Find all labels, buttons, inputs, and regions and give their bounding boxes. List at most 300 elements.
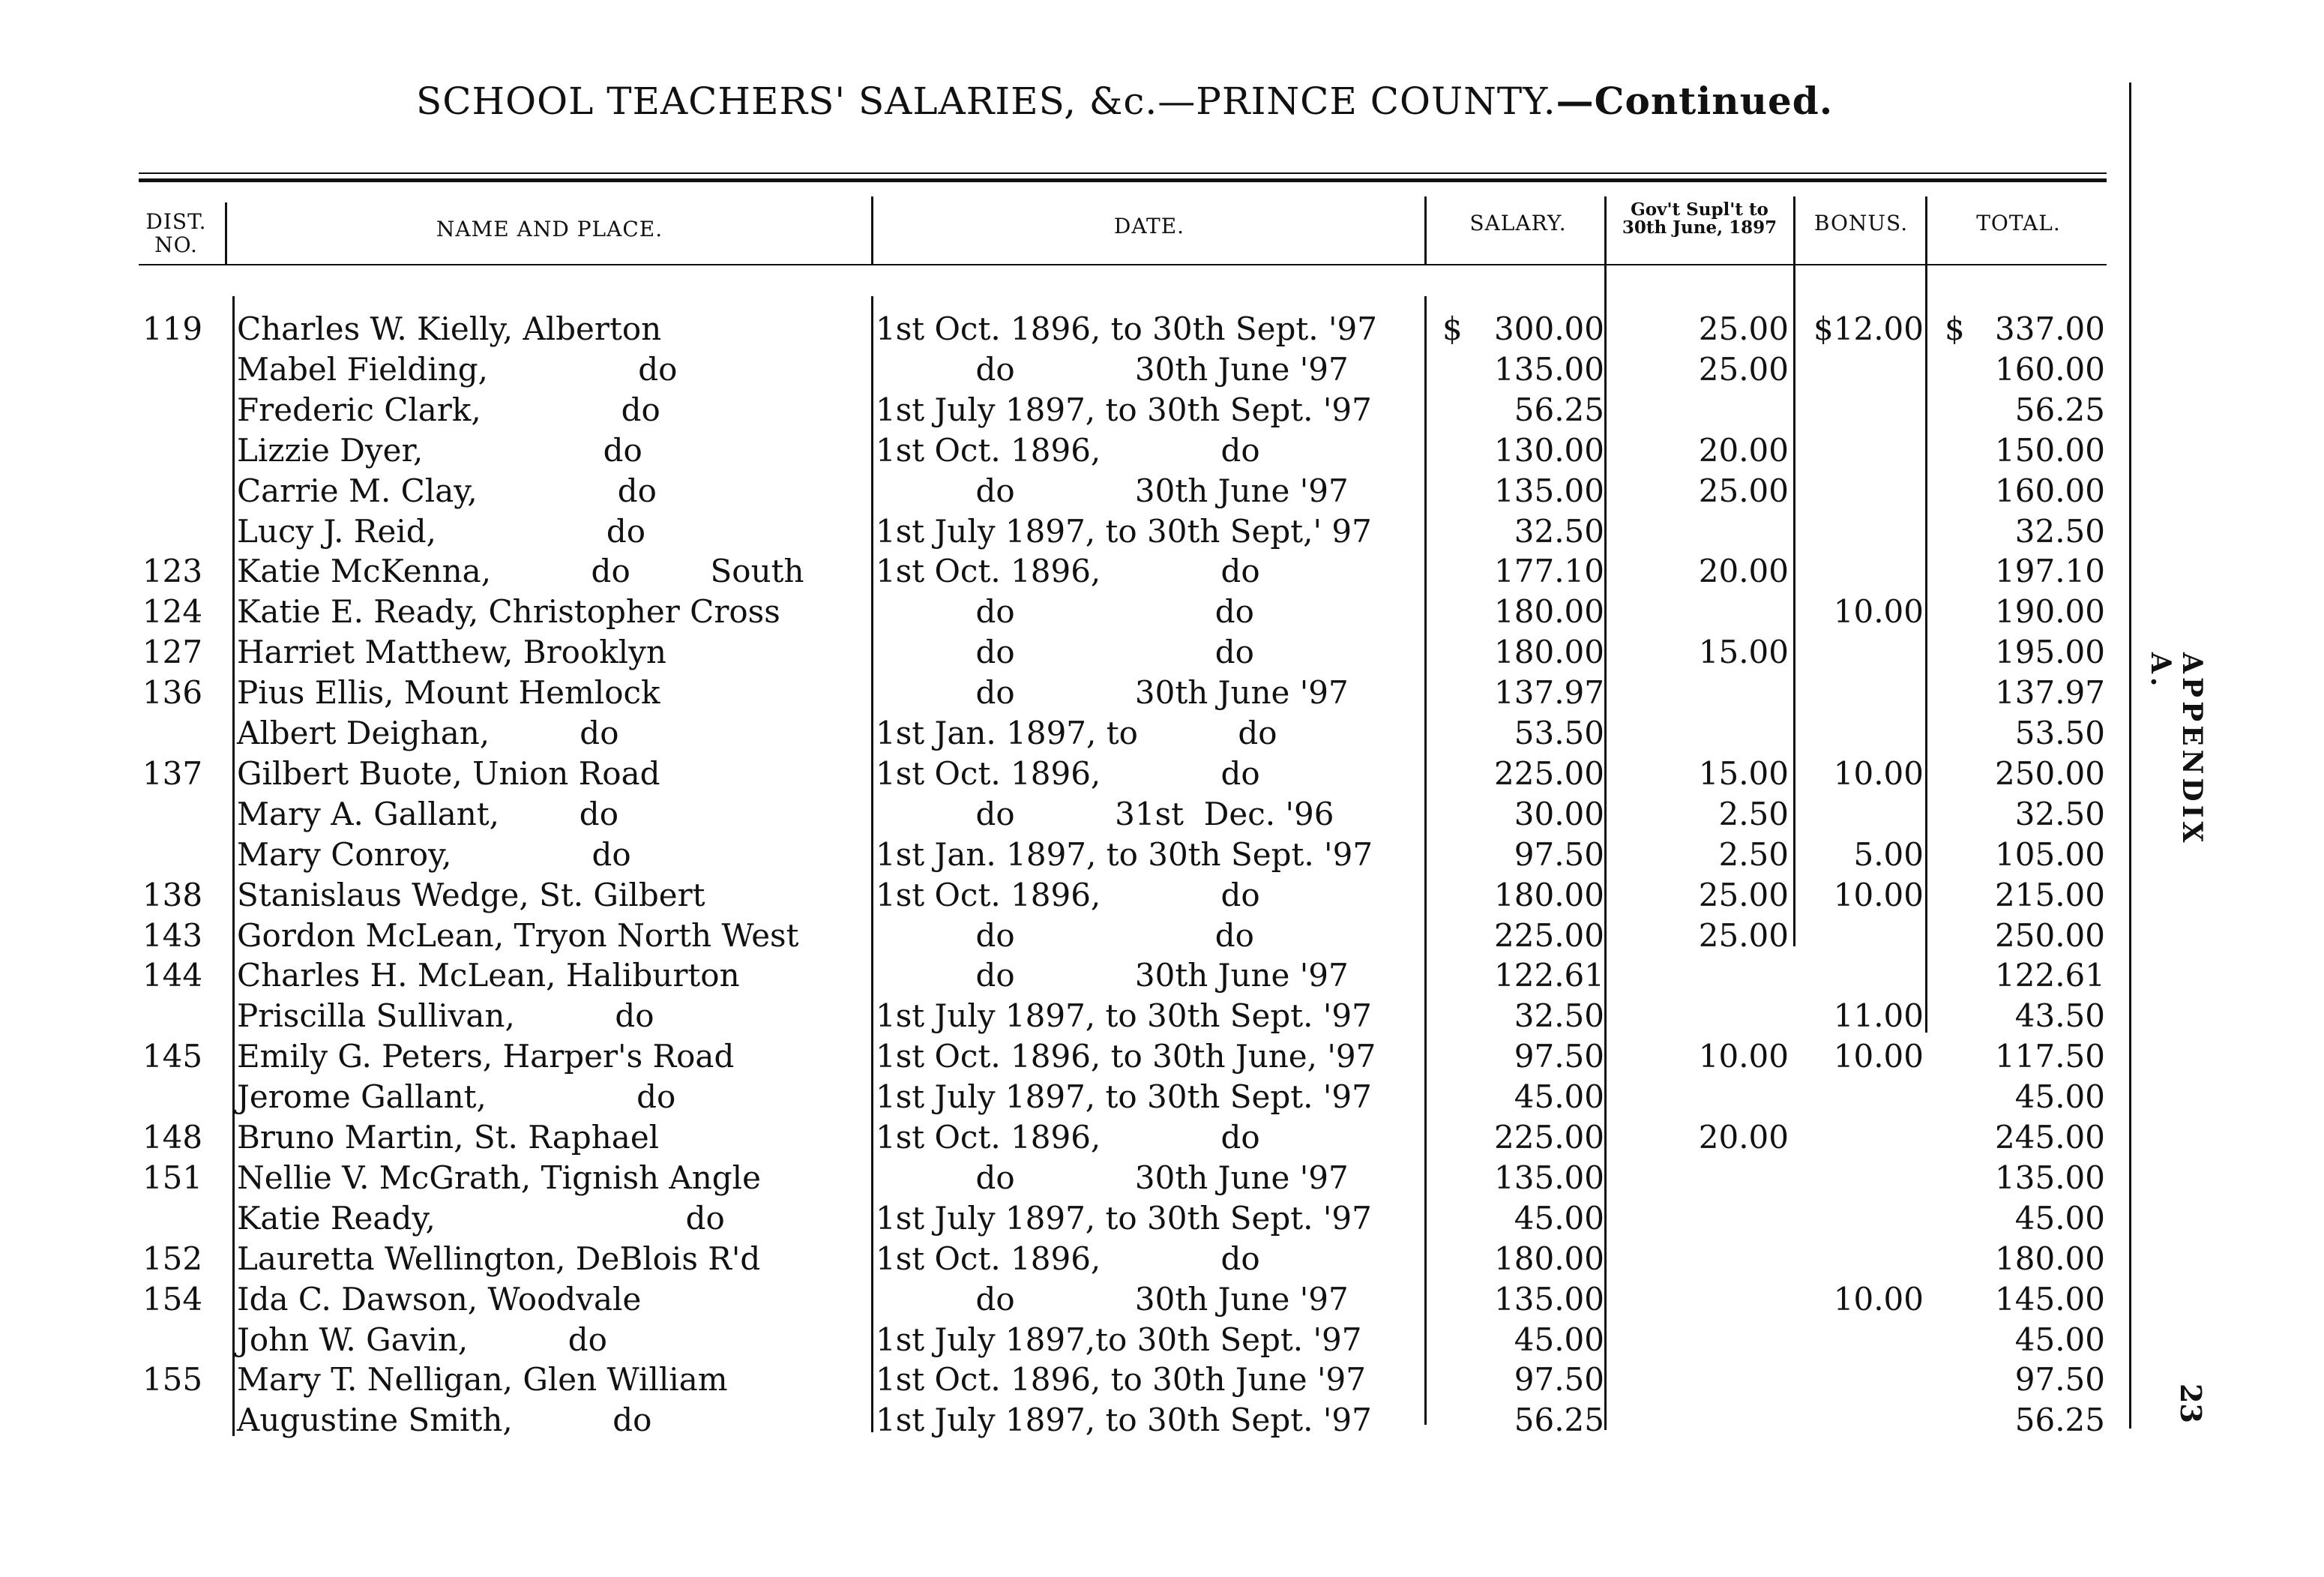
total-value: 197.10 (1995, 553, 2105, 590)
cell-date (876, 1077, 1423, 1117)
total-value: 53.50 (2014, 715, 2105, 751)
cell-salary (1432, 551, 1604, 592)
dist-value: 127 (142, 634, 203, 671)
gov-value: 10.00 (1698, 1038, 1789, 1075)
dist-value: 145 (142, 1038, 203, 1075)
top-rule-thick (139, 178, 2107, 182)
name-value: Carrie M. Clay, do (237, 472, 657, 509)
cell-salary (1432, 996, 1604, 1036)
table-row (0, 430, 2159, 471)
cell-total (1934, 1239, 2105, 1279)
cell-total (1934, 349, 2105, 390)
cell-date (876, 1158, 1423, 1198)
top-rule-thin (139, 172, 2107, 174)
name-value: Emily G. Peters, Harper's Road (237, 1038, 735, 1075)
name-value: Pius Ellis, Mount Hemlock (237, 674, 660, 712)
salary-value: 97.50 (1514, 1038, 1604, 1075)
cell-dist (127, 1360, 217, 1400)
table-row (0, 875, 2159, 916)
total-value: 45.00 (2014, 1199, 2105, 1237)
cell-name (237, 1036, 862, 1077)
date-value: 1st July 1897, to 30th Sept,' 97 (876, 512, 1372, 550)
cell-total (1934, 1279, 2105, 1320)
cell-dist (127, 592, 217, 632)
name-value: Lucy J. Reid, do (237, 512, 646, 550)
cell-dist (127, 309, 217, 349)
cell-date (876, 430, 1423, 471)
table-row (0, 1400, 2159, 1441)
cell-name (237, 754, 862, 794)
dist-value: 138 (142, 876, 203, 913)
title-main: SCHOOL TEACHERS' SALARIES, &c.—PRINCE COUNTY. (416, 79, 1556, 123)
name-value: Katie McKenna, do South (237, 553, 804, 590)
cell-date (876, 1279, 1423, 1320)
cell-bonus (1799, 875, 1924, 916)
cell-date (876, 390, 1423, 430)
cell-dist (127, 551, 217, 592)
cell-total (1934, 713, 2105, 754)
bonus-value: 10.00 (1833, 754, 1924, 792)
total-value: 245.00 (1995, 1119, 2105, 1156)
cell-name (237, 794, 862, 835)
header-name: NAME AND PLACE. (436, 217, 663, 241)
salary-value: 56.25 (1514, 1402, 1604, 1439)
total-value: 105.00 (1995, 835, 2105, 873)
cell-name (237, 1360, 862, 1400)
cell-gov (1612, 632, 1789, 673)
total-value: 160.00 (1995, 350, 2105, 388)
bonus-value: 10.00 (1833, 593, 1924, 631)
total-value: 137.97 (1995, 674, 2105, 712)
cell-salary (1432, 1117, 1604, 1158)
header-gov-line1: Gov't Supl't to (1631, 199, 1768, 220)
date-value: 1st July 1897, to 30th Sept. '97 (876, 1078, 1372, 1116)
salary-value: 135.00 (1494, 350, 1604, 388)
cell-gov (1612, 1036, 1789, 1077)
salary-value: 180.00 (1494, 634, 1604, 671)
date-value: do 31st Dec. '96 (876, 795, 1334, 832)
page-number: 23 (2174, 1384, 2208, 1423)
cell-gov (1612, 551, 1789, 592)
cell-bonus (1799, 1036, 1924, 1077)
cell-name (237, 916, 862, 956)
table-row (0, 835, 2159, 875)
cell-name (237, 996, 862, 1036)
gov-value: 2.50 (1718, 795, 1789, 832)
title-continued: —Continued. (1556, 79, 1834, 123)
cell-total (1934, 632, 2105, 673)
cell-salary (1432, 632, 1604, 673)
cell-dist (127, 1239, 217, 1279)
cell-dist (127, 916, 217, 956)
date-value: do 30th June '97 (876, 957, 1349, 994)
table-row (0, 349, 2159, 390)
date-value: do 30th June '97 (876, 674, 1349, 712)
total-value: 45.00 (2014, 1078, 2105, 1116)
cell-date (876, 592, 1423, 632)
cell-gov (1612, 1117, 1789, 1158)
cell-date (876, 916, 1423, 956)
cell-salary (1432, 1320, 1604, 1360)
cell-date (876, 794, 1423, 835)
date-value: 1st Oct. 1896, do (876, 431, 1260, 469)
cell-name (237, 1320, 862, 1360)
cell-date (876, 511, 1423, 552)
table-row (0, 1036, 2159, 1077)
salary-value: 180.00 (1494, 1240, 1604, 1277)
table-row (0, 1158, 2159, 1198)
cell-salary (1432, 430, 1604, 471)
cell-total (1934, 1036, 2105, 1077)
total-value: 135.00 (1995, 1159, 2105, 1196)
cell-date (876, 1320, 1423, 1360)
cell-total (1934, 309, 2105, 349)
date-value: 1st July 1897,to 30th Sept. '97 (876, 1321, 1362, 1358)
salary-value: 97.50 (1514, 835, 1604, 873)
name-value: Priscilla Sullivan, do (237, 997, 654, 1035)
total-value: 180.00 (1995, 1240, 2105, 1277)
cell-date (876, 471, 1423, 511)
cell-name (237, 955, 862, 996)
name-value: Augustine Smith, do (237, 1402, 652, 1439)
cell-total (1934, 511, 2105, 552)
cell-date (876, 1360, 1423, 1400)
cell-total (1934, 955, 2105, 996)
salary-value: 300.00 (1494, 310, 1604, 347)
name-value: Gilbert Buote, Union Road (237, 754, 660, 792)
total-value: 122.61 (1995, 957, 2105, 994)
header-total: TOTAL. (1976, 211, 2061, 235)
cell-gov (1612, 875, 1789, 916)
cell-date (876, 1239, 1423, 1279)
cell-date (876, 309, 1423, 349)
cell-total (1934, 1360, 2105, 1400)
cell-salary (1432, 713, 1604, 754)
salary-value: 135.00 (1494, 1159, 1604, 1196)
cell-gov (1612, 916, 1789, 956)
cell-name (237, 1279, 862, 1320)
cell-salary (1432, 754, 1604, 794)
name-value: Mabel Fielding, do (237, 350, 678, 388)
total-value: 150.00 (1995, 431, 2105, 469)
cell-name (237, 673, 862, 713)
cell-dist (127, 754, 217, 794)
cell-salary (1432, 916, 1604, 956)
cell-name (237, 349, 862, 390)
cell-date (876, 349, 1423, 390)
name-value: Katie E. Ready, Christopher Cross (237, 593, 780, 631)
gov-value: 20.00 (1698, 553, 1789, 590)
total-value: 145.00 (1995, 1280, 2105, 1318)
date-value: do 30th June '97 (876, 472, 1349, 509)
cell-dist (127, 955, 217, 996)
cell-salary (1432, 471, 1604, 511)
bonus-value: 5.00 (1853, 835, 1924, 873)
table-row (0, 390, 2159, 430)
table-row (0, 754, 2159, 794)
cell-total (1934, 673, 2105, 713)
cell-name (237, 1239, 862, 1279)
cell-name (237, 1400, 862, 1441)
dist-value: 143 (142, 916, 203, 954)
table-row (0, 551, 2159, 592)
date-value: do 30th June '97 (876, 350, 1349, 388)
cell-date (876, 955, 1423, 996)
salary-value: 45.00 (1514, 1321, 1604, 1358)
total-value: 190.00 (1995, 593, 2105, 631)
total-value: 97.50 (2014, 1361, 2105, 1399)
cell-name (237, 875, 862, 916)
table-row (0, 1077, 2159, 1117)
salary-value: 56.25 (1514, 391, 1604, 428)
cell-name (237, 511, 862, 552)
cell-name (237, 471, 862, 511)
date-value: 1st July 1897, to 30th Sept. '97 (876, 391, 1372, 428)
cell-name (237, 390, 862, 430)
cell-gov (1612, 794, 1789, 835)
cell-name (237, 1158, 862, 1198)
cell-total (1934, 551, 2105, 592)
total-value: 56.25 (2014, 1402, 2105, 1439)
table-row (0, 632, 2159, 673)
dist-value: 154 (142, 1280, 203, 1318)
table-row (0, 1320, 2159, 1360)
header-dist-line2: NO. (154, 232, 198, 257)
date-value: do do (876, 634, 1254, 671)
cell-total (1934, 996, 2105, 1036)
cell-salary (1432, 1077, 1604, 1117)
gov-value: 20.00 (1698, 431, 1789, 469)
name-value: Mary Conroy, do (237, 835, 631, 873)
cell-salary (1432, 511, 1604, 552)
cell-date (876, 1198, 1423, 1239)
header-date: DATE. (1113, 214, 1185, 238)
dist-value: 148 (142, 1119, 203, 1156)
cell-date (876, 1117, 1423, 1158)
cell-bonus (1799, 309, 1924, 349)
name-value: Gordon McLean, Tryon North West (237, 916, 799, 954)
date-value: 1st July 1897, to 30th Sept. '97 (876, 1199, 1372, 1237)
cell-name (237, 551, 862, 592)
salary-value: 32.50 (1514, 997, 1604, 1035)
total-dollar-sign: $ (1945, 310, 1965, 347)
cell-name (237, 1077, 862, 1117)
cell-date (876, 996, 1423, 1036)
dist-value: 136 (142, 674, 203, 712)
date-value: do 30th June '97 (876, 1159, 1349, 1196)
cell-salary (1432, 794, 1604, 835)
gov-value: 15.00 (1698, 754, 1789, 792)
salary-value: 137.97 (1494, 674, 1604, 712)
salary-value: 32.50 (1514, 512, 1604, 550)
cell-date (876, 673, 1423, 713)
cell-total (1934, 1198, 2105, 1239)
salary-value: 225.00 (1494, 916, 1604, 954)
salary-dollar-sign: $ (1442, 310, 1463, 347)
table-row (0, 955, 2159, 996)
dist-value: 123 (142, 553, 203, 590)
cell-salary (1432, 349, 1604, 390)
cell-date (876, 632, 1423, 673)
gov-value: 20.00 (1698, 1119, 1789, 1156)
total-value: 117.50 (1995, 1038, 2105, 1075)
cell-name (237, 835, 862, 875)
salary-value: 30.00 (1514, 795, 1604, 832)
cell-date (876, 1036, 1423, 1077)
date-value: 1st Oct. 1896, to 30th Sept. '97 (876, 310, 1377, 347)
name-value: Lauretta Wellington, DeBlois R'd (237, 1240, 761, 1277)
cell-dist (127, 1279, 217, 1320)
page-title (416, 79, 1833, 123)
cell-salary (1432, 309, 1604, 349)
bonus-value: 10.00 (1833, 1280, 1924, 1318)
cell-bonus (1799, 835, 1924, 875)
table-row (0, 1239, 2159, 1279)
date-value: 1st Oct. 1896, do (876, 1119, 1260, 1156)
gov-value: 25.00 (1698, 310, 1789, 347)
date-value: 1st Oct. 1896, to 30th June, '97 (876, 1038, 1376, 1075)
total-value: 32.50 (2014, 795, 2105, 832)
date-value: do do (876, 916, 1254, 954)
date-value: 1st Oct. 1896, do (876, 553, 1260, 590)
col-rule-2 (871, 196, 873, 264)
salary-value: 53.50 (1514, 715, 1604, 751)
total-value: 250.00 (1995, 916, 2105, 954)
salary-value: 45.00 (1514, 1199, 1604, 1237)
dist-value: 144 (142, 957, 203, 994)
header-bonus: BONUS. (1813, 211, 1909, 235)
cell-salary (1432, 1400, 1604, 1441)
table-row (0, 1117, 2159, 1158)
date-value: 1st Oct. 1896, do (876, 754, 1260, 792)
cell-dist (127, 673, 217, 713)
cell-salary (1432, 1198, 1604, 1239)
bonus-value: 10.00 (1833, 1038, 1924, 1075)
cell-gov (1612, 835, 1789, 875)
header-dist-line1: DIST. (145, 209, 207, 234)
gov-value: 25.00 (1698, 876, 1789, 913)
cell-salary (1432, 1239, 1604, 1279)
cell-salary (1432, 1279, 1604, 1320)
table-row (0, 916, 2159, 956)
salary-value: 225.00 (1494, 1119, 1604, 1156)
dist-value: 152 (142, 1240, 203, 1277)
name-value: Frederic Clark, do (237, 391, 660, 428)
date-value: 1st Oct. 1896, do (876, 1240, 1260, 1277)
cell-total (1934, 390, 2105, 430)
table-row (0, 309, 2159, 349)
cell-date (876, 551, 1423, 592)
cell-bonus (1799, 1279, 1924, 1320)
table-row (0, 511, 2159, 552)
cell-salary (1432, 875, 1604, 916)
cell-salary (1432, 1036, 1604, 1077)
date-value: 1st Oct. 1896, do (876, 876, 1260, 913)
table-row (0, 1279, 2159, 1320)
cell-total (1934, 835, 2105, 875)
table-row (0, 1198, 2159, 1239)
cell-date (876, 713, 1423, 754)
name-value: Mary T. Nelligan, Glen William (237, 1361, 728, 1399)
cell-date (876, 1400, 1423, 1441)
header-salary: SALARY. (1469, 211, 1567, 235)
header-dist (127, 210, 225, 256)
cell-total (1934, 754, 2105, 794)
cell-bonus (1799, 754, 1924, 794)
cell-total (1934, 1400, 2105, 1441)
dist-value: 119 (142, 310, 203, 347)
gov-value: 25.00 (1698, 472, 1789, 509)
cell-dist (127, 1036, 217, 1077)
name-value: Harriet Matthew, Brooklyn (237, 634, 666, 671)
total-value: 250.00 (1995, 754, 2105, 792)
cell-name (237, 309, 862, 349)
cell-total (1934, 592, 2105, 632)
cell-salary (1432, 390, 1604, 430)
cell-name (237, 1117, 862, 1158)
salary-value: 122.61 (1494, 957, 1604, 994)
date-value: do do (876, 593, 1254, 631)
date-value: 1st Jan. 1897, to do (876, 715, 1277, 751)
table-row (0, 1360, 2159, 1400)
header-gov-line2: 30th June, 1897 (1622, 217, 1777, 238)
cell-date (876, 754, 1423, 794)
name-value: Katie Ready, do (237, 1199, 725, 1237)
dist-value: 124 (142, 593, 203, 631)
gov-value: 25.00 (1698, 916, 1789, 954)
name-value: Nellie V. McGrath, Tignish Angle (237, 1159, 761, 1196)
cell-total (1934, 1158, 2105, 1198)
cell-date (876, 875, 1423, 916)
cell-gov (1612, 309, 1789, 349)
cell-salary (1432, 592, 1604, 632)
name-value: Charles W. Kielly, Alberton (237, 310, 662, 347)
total-value: 32.50 (2014, 512, 2105, 550)
bonus-value: $12.00 (1813, 310, 1924, 347)
cell-date (876, 835, 1423, 875)
name-value: Bruno Martin, St. Raphael (237, 1119, 660, 1156)
table-row (0, 713, 2159, 754)
table-row (0, 794, 2159, 835)
salary-value: 180.00 (1494, 593, 1604, 631)
cell-salary (1432, 835, 1604, 875)
cell-total (1934, 1320, 2105, 1360)
cell-total (1934, 1077, 2105, 1117)
cell-gov (1612, 754, 1789, 794)
table-row (0, 592, 2159, 632)
cell-salary (1432, 1158, 1604, 1198)
cell-gov (1612, 430, 1789, 471)
date-value: 1st July 1897, to 30th Sept. '97 (876, 1402, 1372, 1439)
cell-dist (127, 632, 217, 673)
gov-value: 2.50 (1718, 835, 1789, 873)
table-row (0, 471, 2159, 511)
dist-value: 155 (142, 1361, 203, 1399)
header-bottom-rule (139, 264, 2107, 265)
bonus-value: 11.00 (1833, 997, 1924, 1035)
total-value: 195.00 (1995, 634, 2105, 671)
name-value: Ida C. Dawson, Woodvale (237, 1280, 642, 1318)
cell-gov (1612, 349, 1789, 390)
gov-value: 25.00 (1698, 350, 1789, 388)
cell-salary (1432, 955, 1604, 996)
total-value: 45.00 (2014, 1321, 2105, 1358)
dist-value: 137 (142, 754, 203, 792)
date-value: 1st Oct. 1896, to 30th June '97 (876, 1361, 1366, 1399)
cell-dist (127, 1158, 217, 1198)
name-value: Charles H. McLean, Haliburton (237, 957, 740, 994)
cell-total (1934, 916, 2105, 956)
